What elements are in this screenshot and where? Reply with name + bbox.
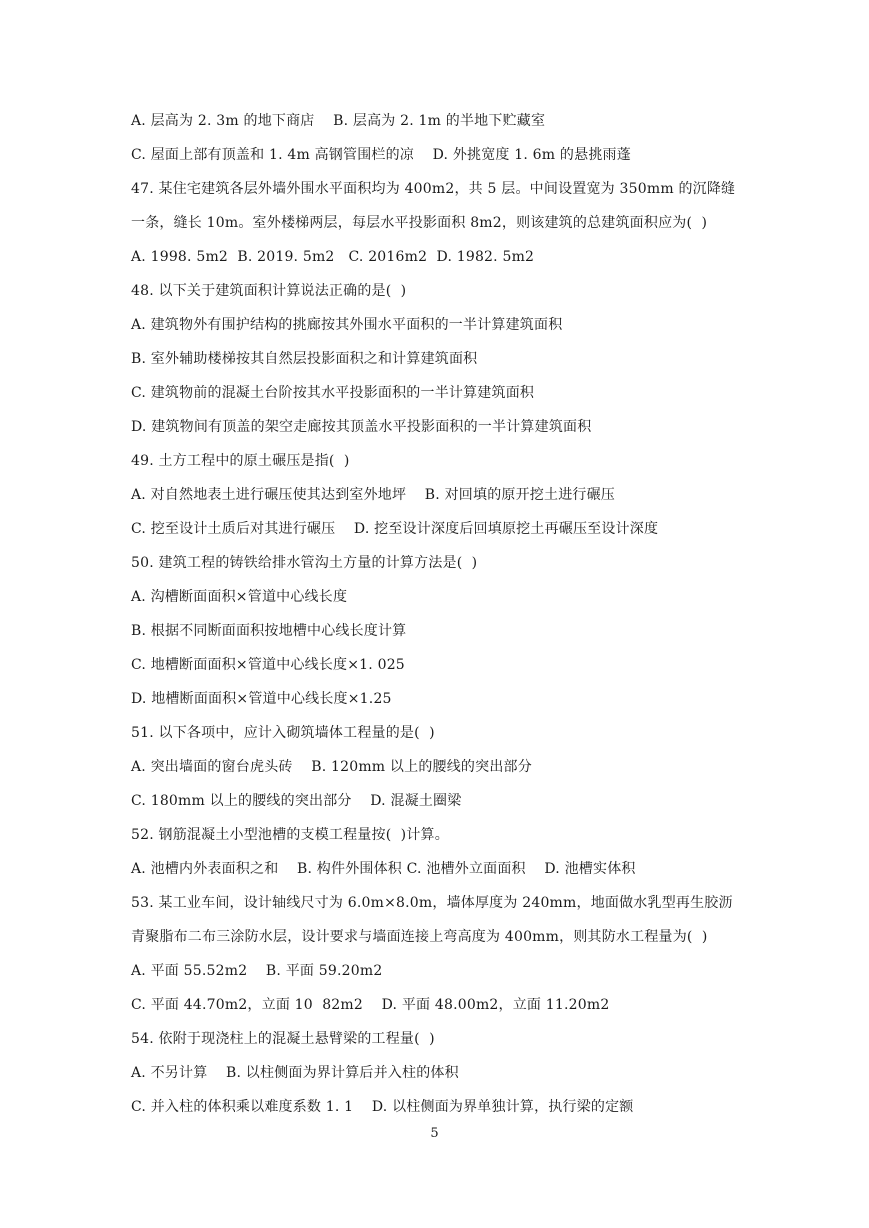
- page-number: 5: [430, 1126, 439, 1141]
- option-line-51-cd: C. 180mm 以上的腰线的突出部分 D. 混凝土圈梁: [131, 793, 462, 809]
- option-line-53-cd: C. 平面 44.70m2，立面 10 82m2 D. 平面 48.00m2，立面 11.20m2: [131, 997, 610, 1013]
- question-54: 54. 依附于现浇柱上的混凝土悬臂梁的工程量( ): [131, 1031, 435, 1047]
- option-line-49-cd: C. 挖至设计土质后对其进行碾压 D. 挖至设计深度后回填原挖土再碾压至设计深度: [131, 521, 659, 537]
- option-line-51-ab: A. 突出墙面的窗台虎头砖 B. 120mm 以上的腰线的突出部分: [131, 759, 532, 775]
- option-50-b: B. 根据不同断面面积按地槽中心线长度计算: [131, 623, 407, 639]
- option-line-46-ab: A. 层高为 2. 3m 的地下商店 B. 层高为 2. 1m 的半地下贮藏室: [131, 113, 546, 129]
- question-49: 49. 土方工程中的原土碾压是指( ): [131, 453, 350, 469]
- option-50-c: C. 地槽断面面积×管道中心线长度×1. 025: [131, 657, 405, 673]
- question-53-line-2: 青聚脂布二布三涂防水层，设计要求与墙面连接上弯高度为 400mm，则其防水工程量为( ): [131, 929, 708, 945]
- option-line-54-ab: A. 不另计算 B. 以柱侧面为界计算后并入柱的体积: [131, 1065, 459, 1081]
- question-50: 50. 建筑工程的铸铁给排水管沟土方量的计算方法是( ): [131, 555, 478, 571]
- option-line-54-cd: C. 并入柱的体积乘以难度系数 1. 1 D. 以柱侧面为界单独计算，执行梁的定额: [131, 1099, 634, 1115]
- option-line-52: A. 池槽内外表面积之和 B. 构件外围体积 C. 池槽外立面面积 D. 池槽实体积: [131, 861, 636, 877]
- option-48-a: A. 建筑物外有围护结构的挑廊按其外围水平面积的一半计算建筑面积: [131, 317, 563, 333]
- question-48: 48. 以下关于建筑面积计算说法正确的是( ): [131, 283, 407, 299]
- option-50-d: D. 地槽断面面积×管道中心线长度×1.25: [131, 691, 392, 707]
- question-47-line-2: 一条，缝长 10m。室外楼梯两层，每层水平投影面积 8m2，则该建筑的总建筑面积应为( ): [131, 215, 708, 231]
- option-line-46-cd: C. 屋面上部有顶盖和 1. 4m 高钢管围栏的凉 D. 外挑宽度 1. 6m 的悬挑雨蓬: [131, 147, 631, 163]
- question-51: 51. 以下各项中，应计入砌筑墙体工程量的是( ): [131, 725, 435, 741]
- option-48-c: C. 建筑物前的混凝土台阶按其水平投影面积的一半计算建筑面积: [131, 385, 535, 401]
- question-53-line-1: 53. 某工业车间，设计轴线尺寸为 6.0m×8.0m，墙体厚度为 240mm，地面做水乳型再生胶沥: [131, 895, 733, 911]
- option-line-53-ab: A. 平面 55.52m2 B. 平面 59.20m2: [131, 963, 383, 979]
- option-48-b: B. 室外辅助楼梯按其自然层投影面积之和计算建筑面积: [131, 351, 478, 367]
- option-50-a: A. 沟槽断面面积×管道中心线长度: [131, 589, 348, 605]
- question-47-line-1: 47. 某住宅建筑各层外墙外围水平面积均为 400m2，共 5 层。中间设置宽为 350mm 的沉降缝: [131, 181, 736, 197]
- question-52: 52. 钢筋混凝土小型池槽的支模工程量按( )计算。: [131, 827, 449, 843]
- option-line-47: A. 1998. 5m2 B. 2019. 5m2 C. 2016m2 D. 1982. 5m2: [131, 249, 535, 265]
- option-48-d: D. 建筑物间有顶盖的架空走廊按其顶盖水平投影面积的一半计算建筑面积: [131, 419, 592, 435]
- option-line-49-ab: A. 对自然地表土进行碾压使其达到室外地坪 B. 对回填的原开挖土进行碾压: [131, 487, 615, 503]
